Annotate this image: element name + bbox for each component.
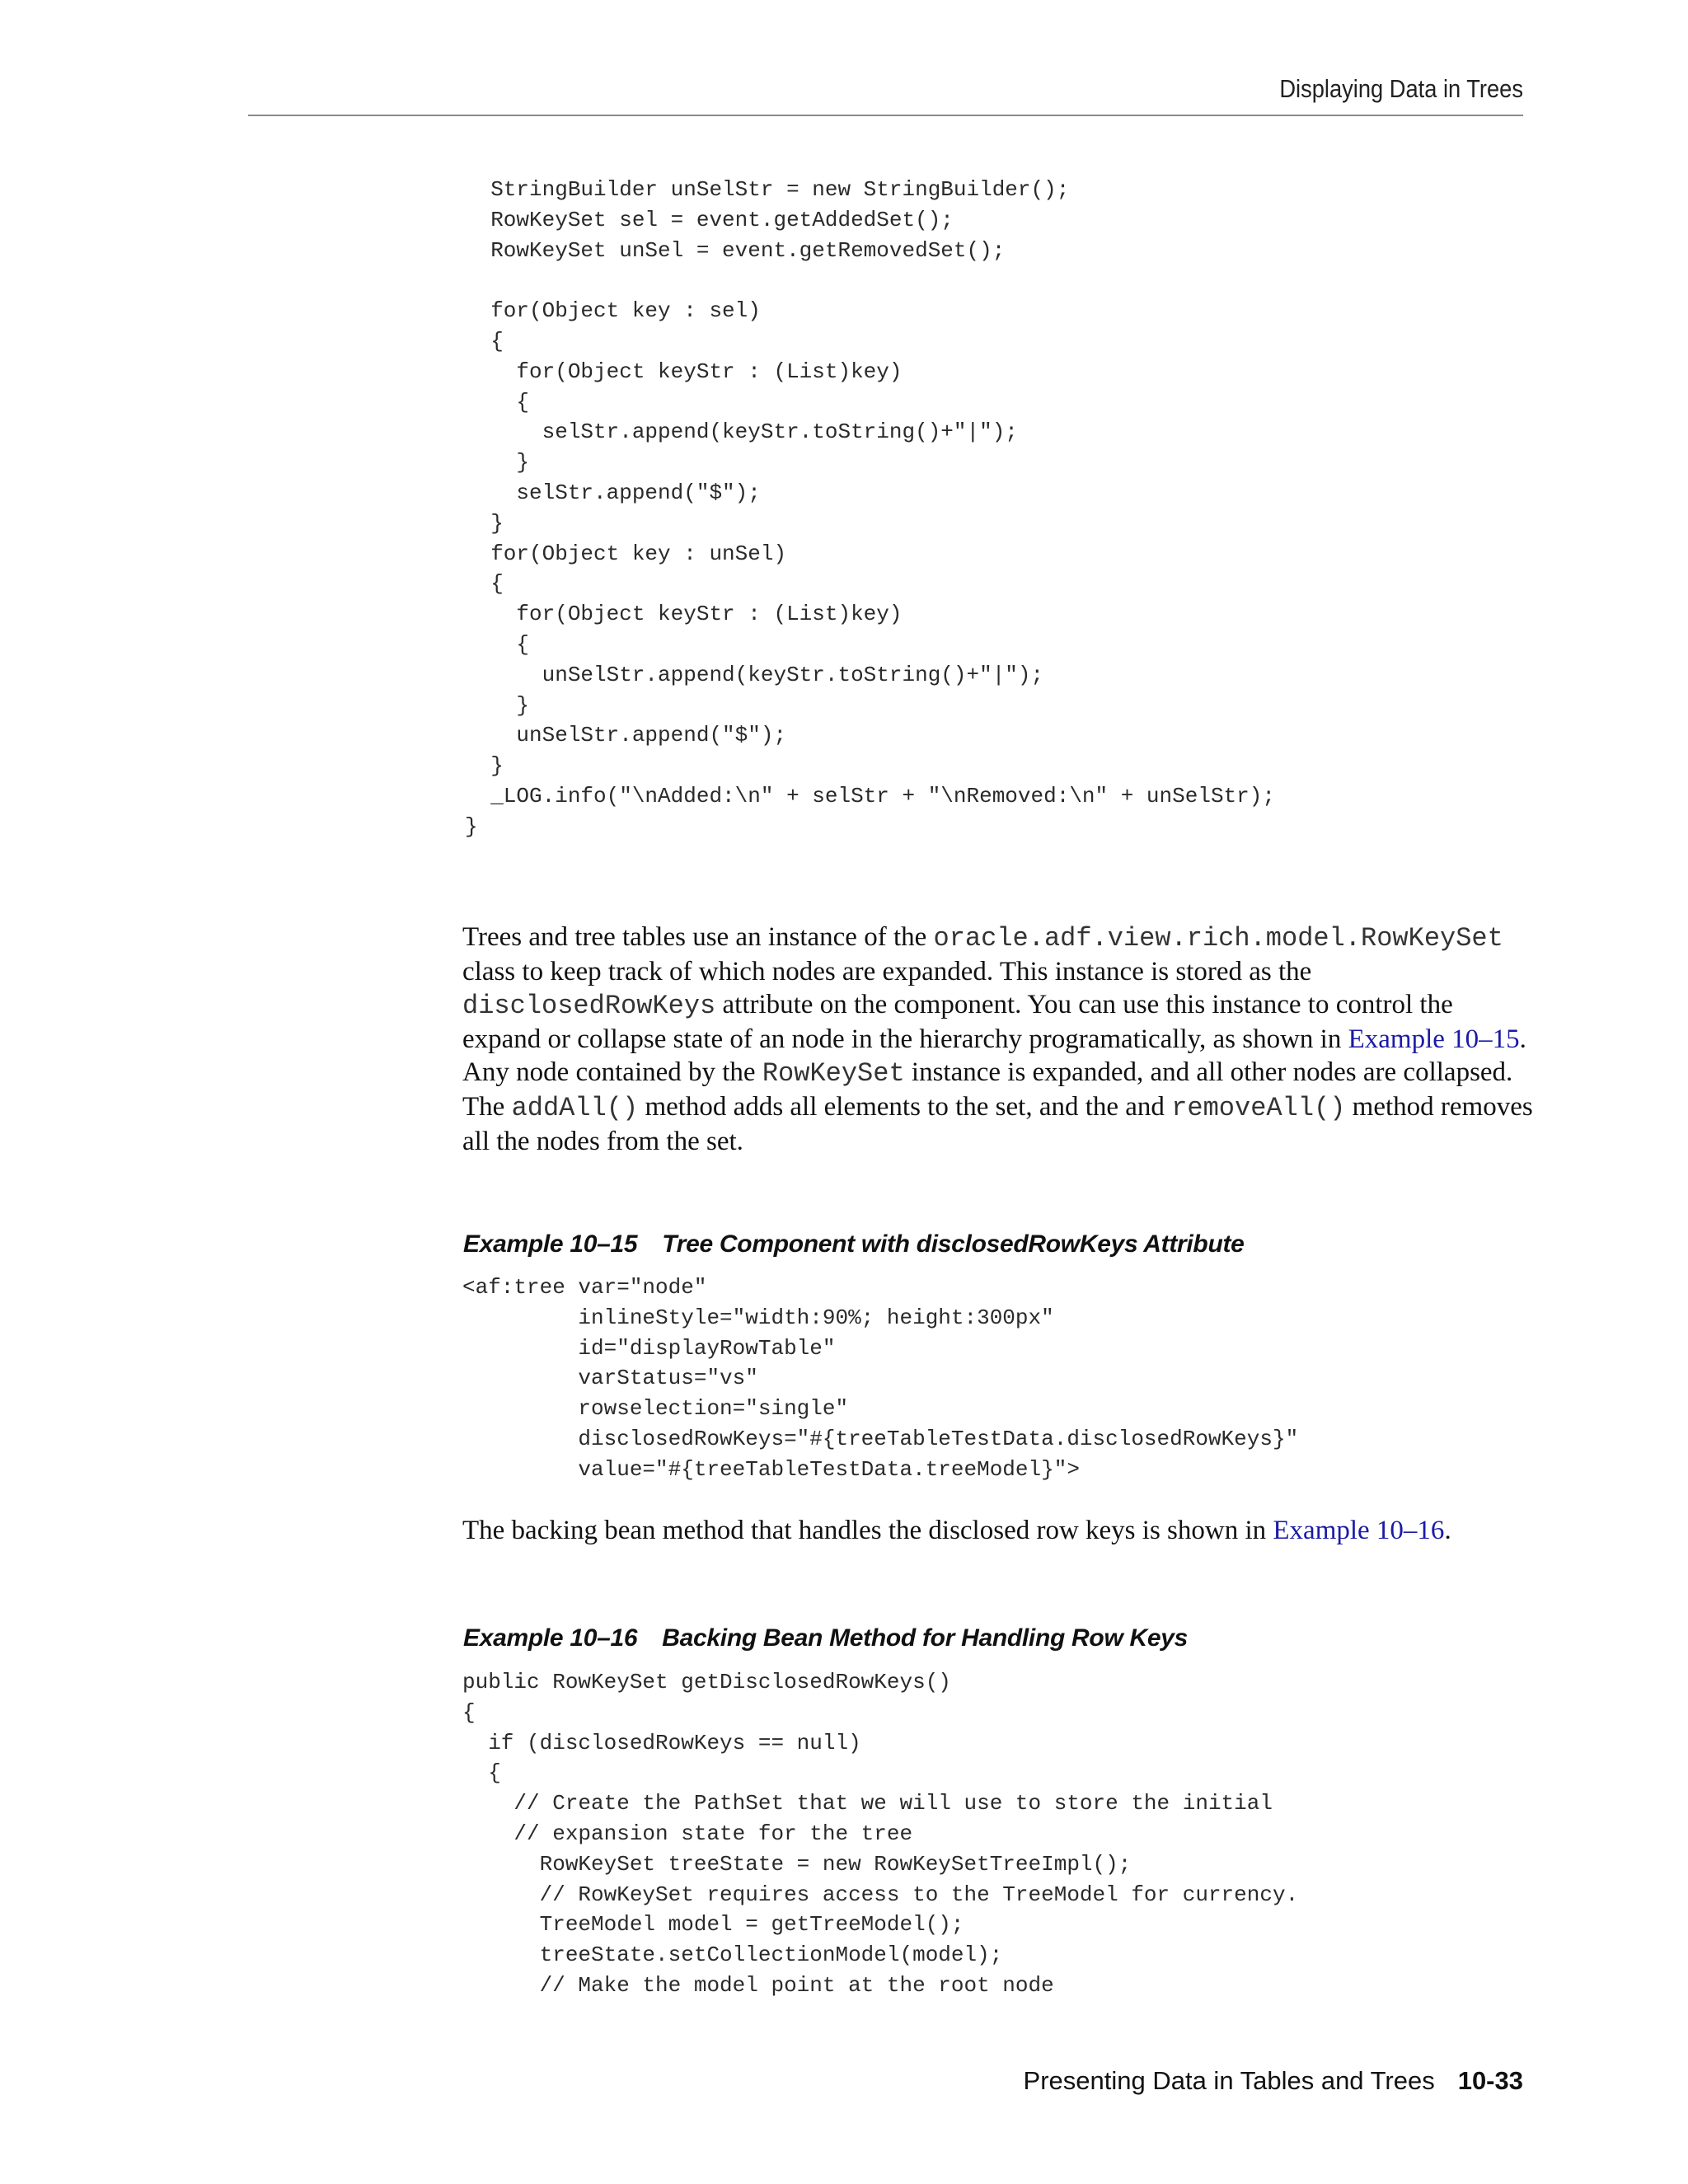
example-caption: Tree Component with disclosedRowKeys Attribute — [662, 1230, 1245, 1258]
paragraph-text: The backing bean method that handles the disclosed row keys is shown in — [462, 1516, 1273, 1545]
running-footer — [1024, 2066, 1523, 2096]
example-10-16-title — [463, 1624, 1188, 1652]
paragraph-text: instance is expanded, and all other nodes are collapsed. The — [462, 1057, 1513, 1122]
paragraph-text: method adds all elements to the set, and the and — [638, 1092, 1172, 1122]
inline-code-removeall: removeAll() — [1171, 1093, 1346, 1123]
inline-code-disclosedrowkeys: disclosedRowKeys — [462, 991, 716, 1021]
example-caption: Backing Bean Method for Handling Row Keys — [662, 1624, 1189, 1652]
paragraph-text: method removes all the nodes from the set. — [462, 1092, 1533, 1156]
paragraph-text: . Any node contained by the — [462, 1024, 1526, 1087]
inline-code-rowkeyset: RowKeySet — [762, 1058, 905, 1089]
paragraph-text: Trees and tree tables use an instance of the — [462, 922, 934, 952]
paragraph-rowkeyset — [462, 921, 1534, 1158]
footer-section-title: Presenting Data in Tables and Trees — [1023, 2066, 1435, 2095]
link-example-10-15[interactable]: Example 10–15 — [1348, 1024, 1520, 1054]
code-example-10-16: public RowKeySet getDisclosedRowKeys() { if (disclosedRowKeys == null) { // Create the PathSet that we will use to store the initial // expansion state for the tree RowKeySet treeState = new RowKeySetTreeImpl(); // RowKeySet requires access to the TreeModel for currency. TreeModel model = getTreeModel(); treeState.setCollectionModel(model); // Make the model point at the root node — [462, 1670, 1299, 1998]
link-example-10-16[interactable]: Example 10–16 — [1273, 1516, 1445, 1545]
inline-code-addall: addAll() — [511, 1093, 639, 1123]
running-header: Displaying Data in Trees — [1279, 74, 1523, 103]
code-listing-top: StringBuilder unSelStr = new StringBuilder(); RowKeySet sel = event.getAddedSet(); RowKeySet unSel = event.getRemovedSet(); for(Object key : sel) { for(Object keyStr : (List)key) { selStr.append(keyStr.toString()+"|"); } selStr.append("$"); } for(Object key : unSel) { for(Object keyStr : (List)key) { unSelStr.append(keyStr.toString()+"|"); } unSelStr.append("$"); } _LOG.info("\nAdded:\n" + selStr + "\nRemoved:\n" + unSelStr); } — [465, 177, 1275, 839]
header-rule — [248, 115, 1523, 116]
example-number: Example 10–16 — [463, 1624, 638, 1652]
inline-code-rowkeyset-class: oracle.adf.view.rich.model.RowKeySet — [933, 923, 1503, 954]
page-number: 10-33 — [1457, 2066, 1523, 2095]
paragraph-text: class to keep track of which nodes are expanded. This instance is stored as the — [462, 957, 1312, 987]
paragraph-text: . — [1444, 1516, 1451, 1545]
paragraph-text: attribute on the component. You can use this instance to control the expand or collapse state of an node in the hierarchy programatically, as shown in — [462, 990, 1453, 1054]
paragraph-backing-bean — [462, 1514, 1534, 1547]
example-10-15-title — [463, 1230, 1245, 1258]
code-example-10-15: <af:tree var="node" inlineStyle="width:90%; height:300px" id="displayRowTable" varStatus="vs" rowselection="single" disclosedRowKeys="#{treeTableTestData.disclosedRowKeys}" value="#{treeTableTestData.treeModel}"> — [462, 1275, 1299, 1482]
example-number: Example 10–15 — [463, 1230, 638, 1258]
